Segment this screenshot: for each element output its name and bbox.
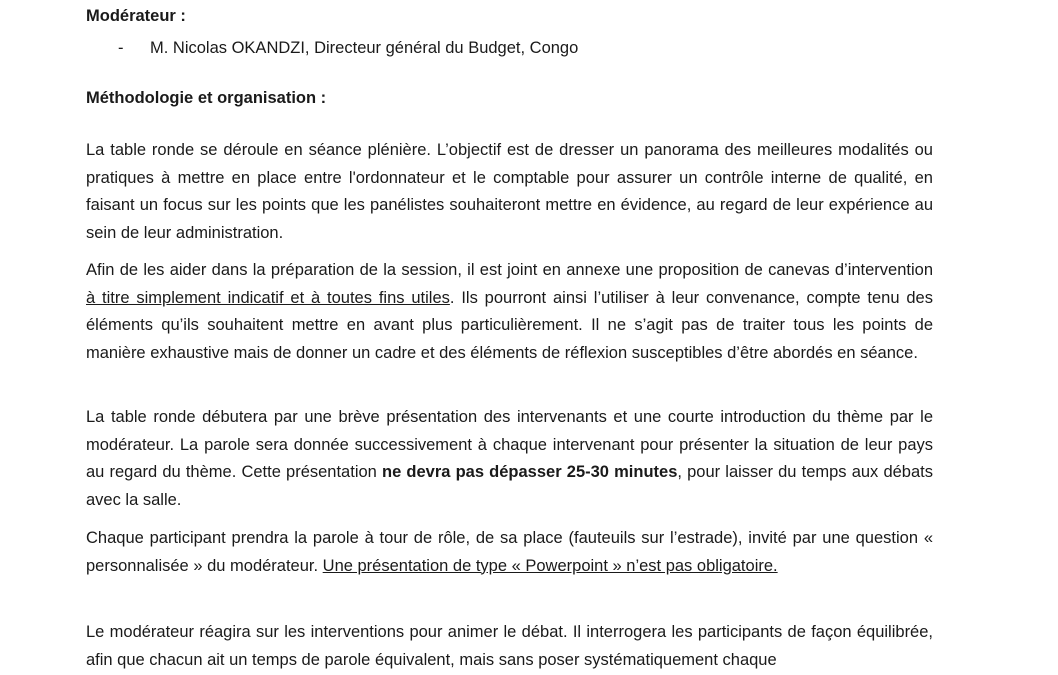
paragraph-5: Le modérateur réagira sur les interventions pour animer le débat. Il interrogera les participants de façon équilibrée, afin que chacun ait un temps de parole équivalent, mais sans poser systématiquement chaque xyxy=(86,623,933,669)
moderator-heading: Modérateur : xyxy=(86,7,186,25)
paragraph-2-underlined: à titre simplement indicatif et à toutes fins utiles xyxy=(86,288,450,307)
moderator-bullet xyxy=(118,36,578,60)
paragraph-4 xyxy=(86,525,933,580)
paragraph-3-bold: ne devra pas dépasser 25-30 minutes xyxy=(382,463,678,481)
paragraph-2-text-a: Afin de les aider dans la préparation de la session, il est joint en annexe une proposition de canevas d’intervention xyxy=(86,261,933,279)
bullet-dash: - xyxy=(118,39,124,57)
paragraph-4-underlined: Une présentation de type « Powerpoint » n’est pas obligatoire. xyxy=(322,556,778,575)
methodology-heading: Méthodologie et organisation : xyxy=(86,89,327,107)
moderator-name: M. Nicolas OKANDZI, Directeur général du Budget, Congo xyxy=(150,39,579,57)
paragraph-3-text-b: , pour laisser du temps aux débats avec la salle. xyxy=(86,463,933,509)
paragraph-2 xyxy=(86,257,933,367)
paragraph-4-text-a: Chaque participant prendra la parole à tour de rôle, de sa place (fauteuils sur l’estrade), invité par une question « personnalisée » du modérateur. xyxy=(86,529,933,575)
paragraph-2-text-b: . Ils pourront ainsi l’utiliser à leur convenance, compte tenu des éléments qu’ils souhaitent mettre en avant plus particulièrement. Il ne s’agit pas de traiter tous les points de manière exhaustive mais de donner un cadre et des éléments de réflexion susceptibles d’être abordés en séance. xyxy=(86,288,933,362)
paragraph-3-text-a: La table ronde débutera par une brève présentation des intervenants et une courte introduction du thème par le modérateur. La parole sera donnée successivement à chaque intervenant pour présenter la situation de leur pays au regard du thème. Cette présentation xyxy=(86,408,933,481)
paragraph-3 xyxy=(86,404,933,514)
paragraph-1: La table ronde se déroule en séance plénière. L’objectif est de dresser un panorama des meilleures modalités ou pratiques à mettre en place entre l'ordonnateur et le comptable pour assurer un contrôle interne de qualité, en faisant un focus sur les points que les panélistes souhaiteront mettre en évidence, au regard de leur expérience au sein de leur administration. xyxy=(86,141,933,242)
